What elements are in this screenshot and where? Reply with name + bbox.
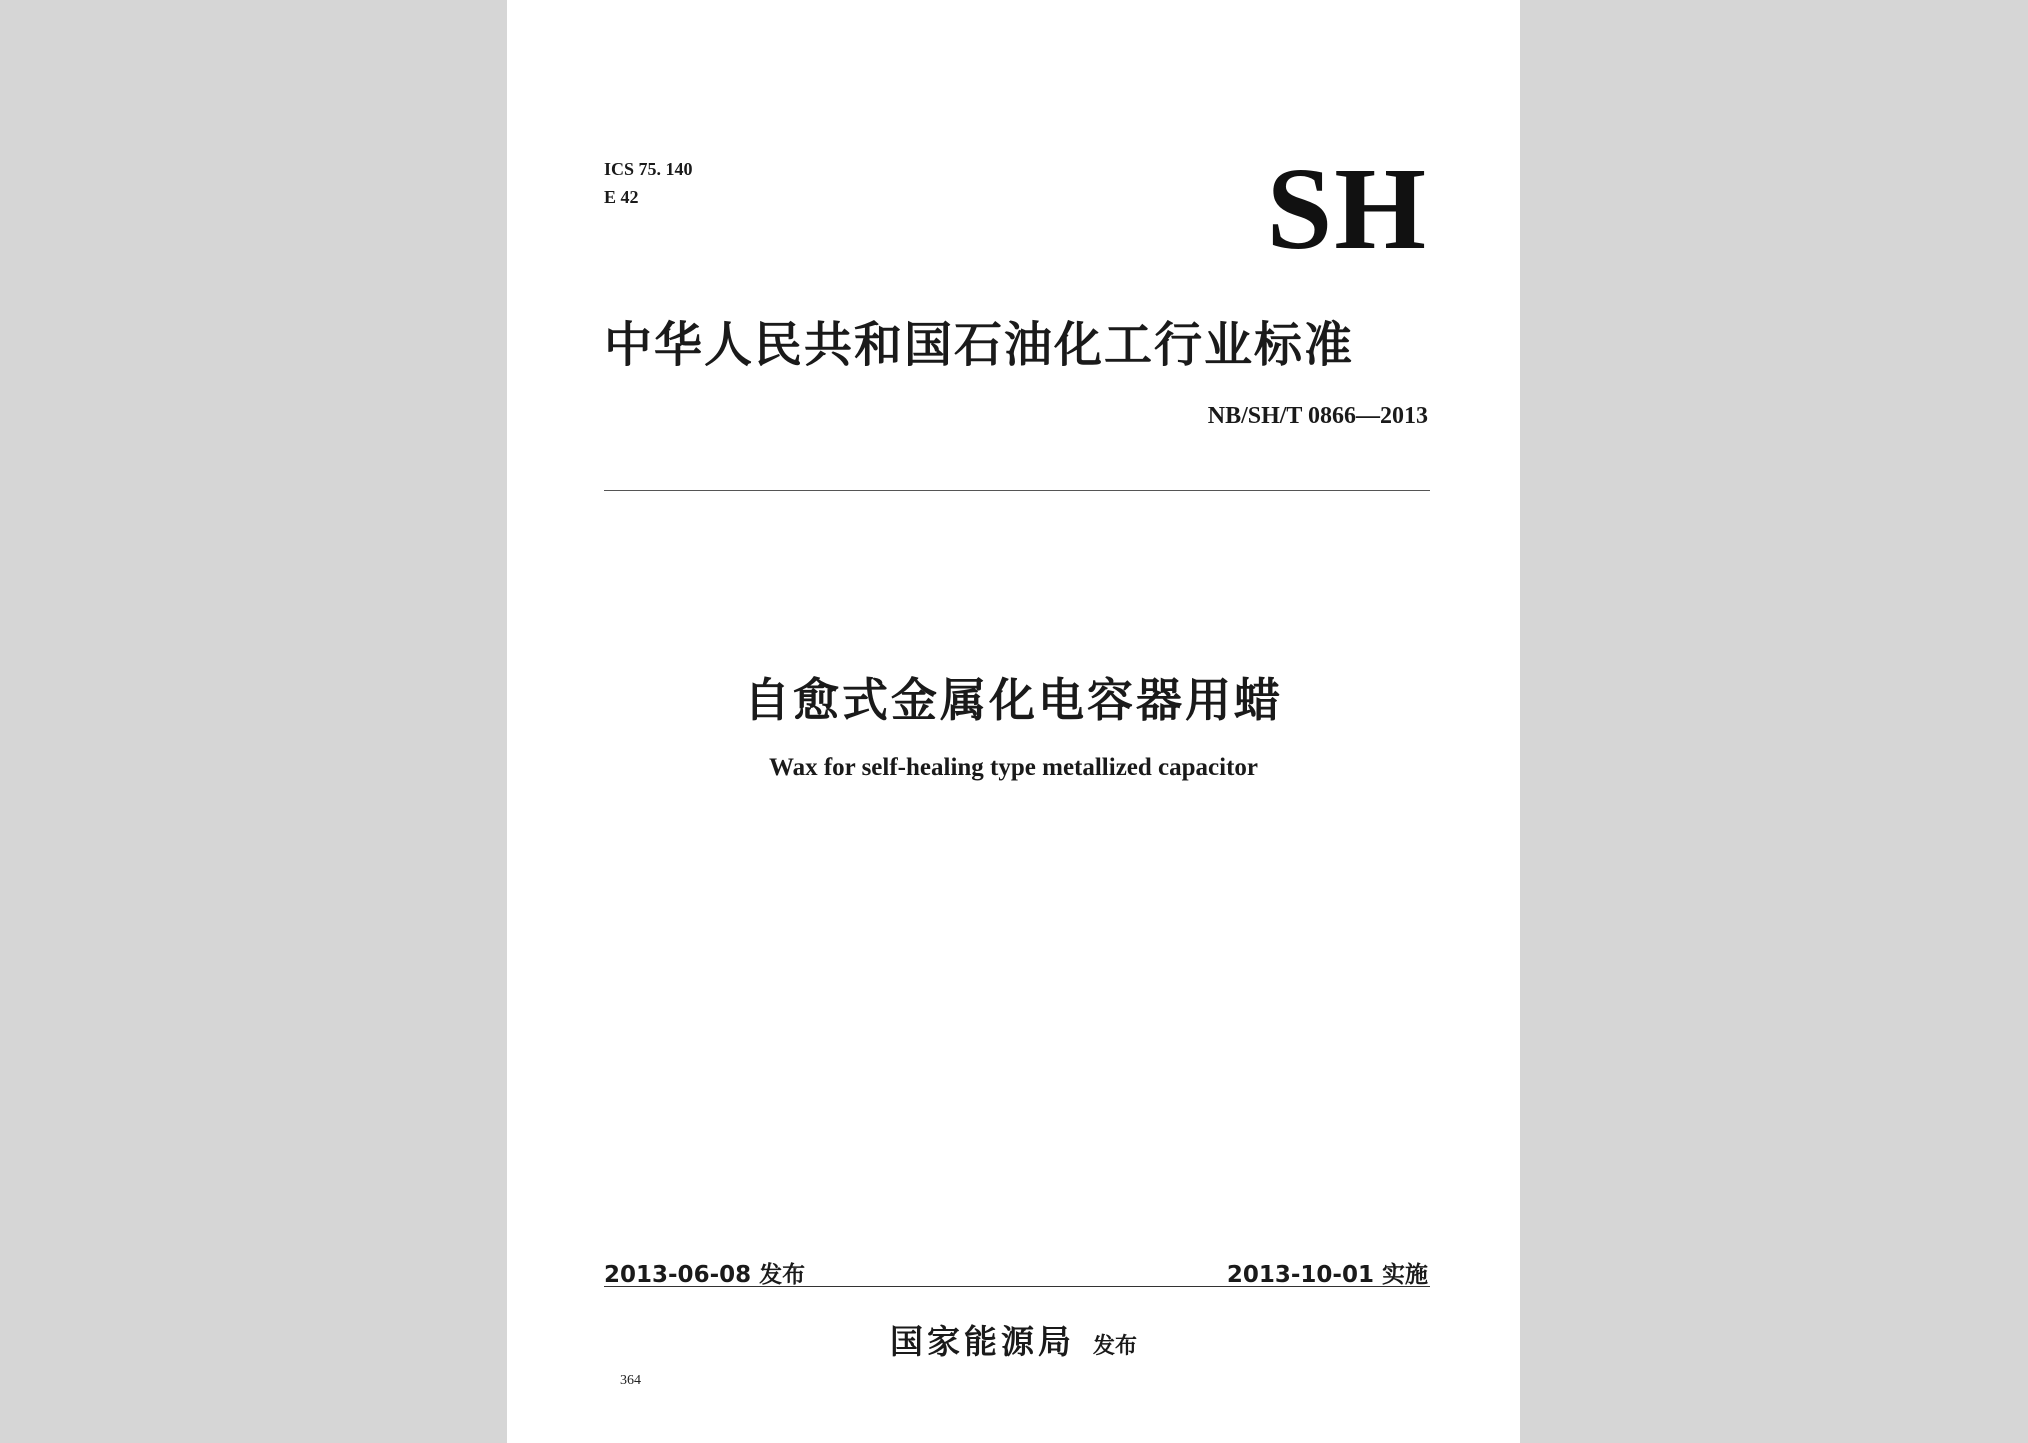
standard-number: NB/SH/T 0866—2013 (1207, 403, 1428, 429)
document-title-zh: 自愈式金属化电容器用蜡 (744, 673, 1283, 727)
ccs-code: E 42 (604, 187, 639, 207)
issue-date: 2013-06-08 发布 (604, 1262, 806, 1288)
header-divider (604, 490, 1430, 491)
footer-divider (604, 1286, 1430, 1287)
standard-category-title: 中华人民共和国石油化工行业标准 (604, 317, 1355, 373)
page-number: 364 (620, 1373, 641, 1388)
implementation-date: 2013-10-01 实施 (1226, 1262, 1428, 1288)
publisher-action: 发布 (1092, 1334, 1137, 1359)
publisher-org: 国家能源局 (889, 1322, 1075, 1361)
document-title-en: Wax for self-healing type metallized capacitor (768, 754, 1259, 781)
document-page (507, 0, 1520, 1443)
ics-code: ICS 75. 140 (604, 159, 693, 179)
standard-logo: SH (1266, 143, 1428, 274)
publisher-line (507, 1316, 1520, 1363)
classification-codes (604, 155, 693, 211)
